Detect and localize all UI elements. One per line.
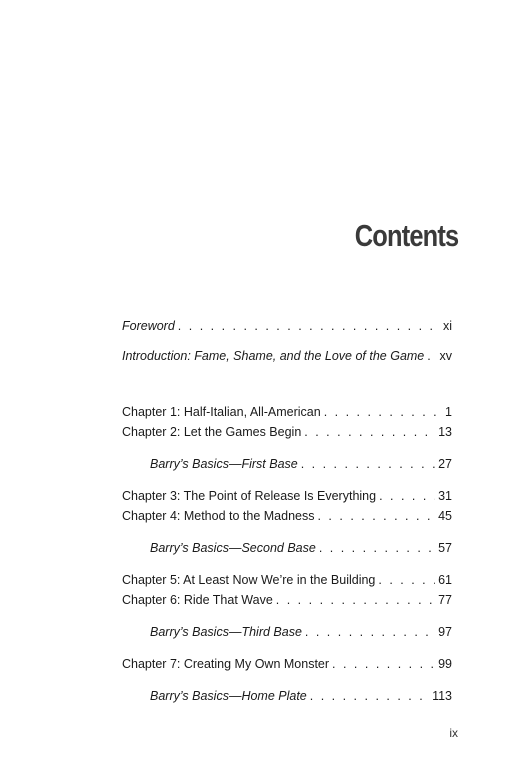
toc-entry-title: Introduction: Fame, Shame, and the Love of the Game	[122, 349, 425, 363]
toc-entry	[122, 348, 452, 364]
toc-entry	[122, 404, 452, 420]
toc-entry	[122, 572, 452, 588]
toc-entry	[150, 456, 452, 472]
toc-entry-page: 61	[438, 573, 452, 587]
toc-entry-page: xv	[439, 349, 452, 363]
toc-entry	[150, 624, 452, 640]
toc-entry-title: Foreword	[122, 319, 175, 333]
dot-leader	[305, 624, 435, 640]
toc-entry-title: Chapter 1: Half-Italian, All-American	[122, 405, 321, 419]
toc-entry-title: Chapter 7: Creating My Own Monster	[122, 657, 330, 671]
toc-entry-title: Barry’s Basics—First Base	[150, 457, 298, 471]
toc-entry-page: 13	[438, 425, 452, 439]
toc-entry-title: Chapter 4: Method to the Madness	[122, 509, 315, 523]
toc-entry-page: 31	[438, 489, 452, 503]
toc-entry-title: Barry’s Basics—Second Base	[150, 541, 316, 555]
toc-entry	[122, 488, 452, 504]
toc-entry-page: 113	[432, 689, 452, 703]
dot-leader	[317, 508, 435, 524]
toc-entry	[150, 688, 452, 704]
toc-entry-page: 27	[438, 457, 452, 471]
dot-leader	[324, 404, 442, 420]
dot-leader	[427, 348, 436, 364]
page-number: ix	[449, 726, 458, 740]
toc-entry	[150, 540, 452, 556]
toc-entry-title: Chapter 3: The Point of Release Is Everything	[122, 489, 377, 503]
toc-entry-title: Chapter 2: Let the Games Begin	[122, 425, 302, 439]
dot-leader	[319, 540, 435, 556]
toc-entry-page: xi	[442, 319, 452, 333]
toc-entry	[122, 508, 452, 524]
dot-leader	[332, 656, 435, 672]
toc-entry-title: Barry’s Basics—Home Plate	[150, 689, 307, 703]
toc-entry	[122, 424, 452, 440]
dot-leader	[304, 424, 435, 440]
toc-entry-page: 97	[438, 625, 452, 639]
toc-entry	[122, 592, 452, 608]
toc-entry-title: Barry’s Basics—Third Base	[150, 625, 302, 639]
toc-entry	[122, 656, 452, 672]
toc-entry-page: 99	[438, 657, 452, 671]
toc-entry	[122, 318, 452, 334]
toc-entry-page: 57	[438, 541, 452, 555]
dot-leader	[301, 456, 435, 472]
dot-leader	[276, 592, 435, 608]
dot-leader	[378, 572, 435, 588]
toc-entry-title: Chapter 5: At Least Now We’re in the Building	[122, 573, 376, 587]
dot-leader	[178, 318, 440, 334]
dot-leader	[379, 488, 435, 504]
toc-entry-page: 45	[438, 509, 452, 523]
toc-entry-page: 77	[438, 593, 452, 607]
dot-leader	[310, 688, 429, 704]
toc-entry-page: 1	[445, 405, 452, 419]
page-title: Contents	[354, 218, 458, 253]
toc-entry-title: Chapter 6: Ride That Wave	[122, 593, 273, 607]
